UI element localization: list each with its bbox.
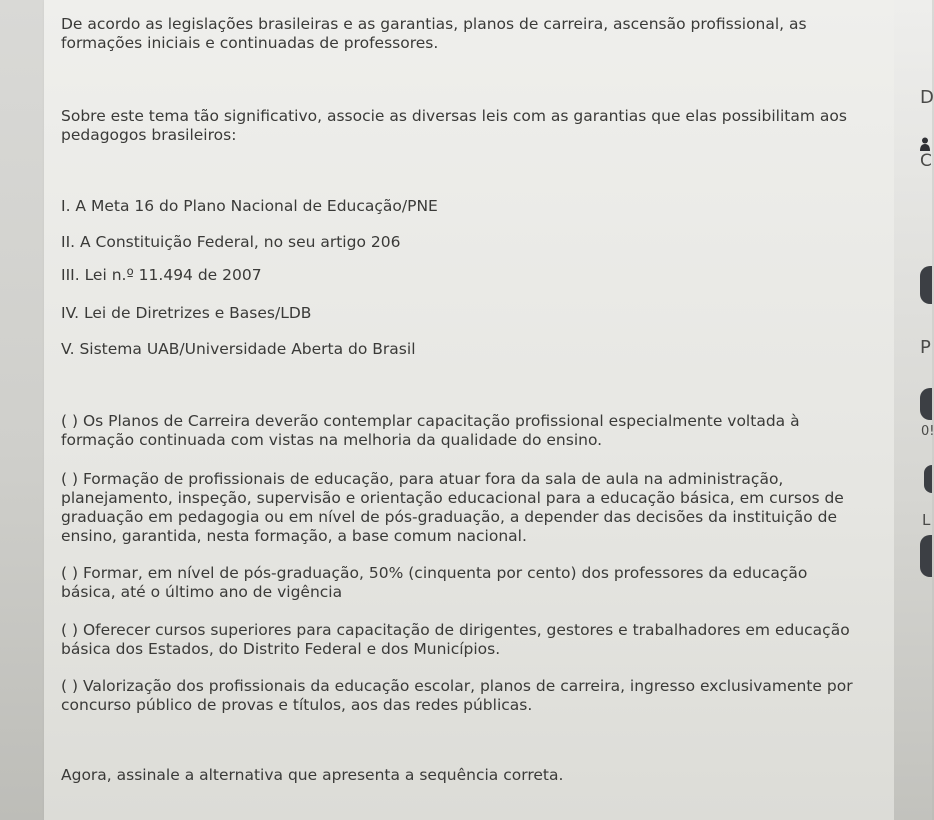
statement-1-line-1: ( ) Os Planos de Carreira deverão contemplar capacitação profissional especialmente voltada à: [61, 412, 800, 430]
law-item-5: V. Sistema UAB/Universidade Aberta do Brasil: [61, 340, 416, 358]
intro-line-2: formações iniciais e continuadas de professores.: [61, 34, 439, 52]
side-fragment-1: D: [920, 87, 934, 108]
intro-line-1: De acordo as legislações brasileiras e as garantias, planos de carreira, ascensão profissional, as: [61, 15, 807, 33]
statement-3-line-1: ( ) Formar, em nível de pós-graduação, 50% (cinquenta por cento) dos professores da educação: [61, 564, 808, 582]
statement-2-line-2: planejamento, inspeção, supervisão e orientação educacional para a educação básica, em cursos de: [61, 489, 844, 507]
statement-5-line-2: concurso público de provas e títulos, aos das redes públicas.: [61, 696, 533, 714]
question-sheet: [44, 0, 894, 820]
side-fragment-4: 0!: [921, 424, 934, 439]
statement-4-line-1: ( ) Oferecer cursos superiores para capacitação de dirigentes, gestores e trabalhadores em educação: [61, 621, 850, 639]
statement-1-line-2: formação continuada com vistas na melhoria da qualidade do ensino.: [61, 431, 603, 449]
statement-2-line-4: ensino, garantida, nesta formação, a base comum nacional.: [61, 527, 527, 545]
side-tab-1: [920, 266, 932, 304]
statement-5-line-1: ( ) Valorização dos profissionais da educação escolar, planos de carreira, ingresso exclusivamente por: [61, 677, 853, 695]
statement-4-line-2: básica dos Estados, do Distrito Federal e dos Municípios.: [61, 640, 501, 658]
side-tab-3: [924, 465, 932, 493]
law-item-1: I. A Meta 16 do Plano Nacional de Educação/PNE: [61, 197, 438, 215]
side-tab-2: [920, 388, 932, 420]
side-fragment-3: P: [920, 337, 931, 358]
statement-2-line-1: ( ) Formação de profissionais de educação, para atuar fora da sala de aula na administração,: [61, 470, 784, 488]
statement-3-line-2: básica, até o último ano de vigência: [61, 583, 343, 601]
side-fragment-5: L: [922, 511, 931, 529]
prompt-line-2: pedagogos brasileiros:: [61, 126, 237, 144]
adjacent-page-edge: [894, 0, 932, 820]
side-tab-4: [920, 535, 932, 577]
law-item-2: II. A Constituição Federal, no seu artigo 206: [61, 233, 401, 251]
prompt-line-1: Sobre este tema tão significativo, associe as diversas leis com as garantias que elas possibilitam aos: [61, 107, 847, 125]
person-icon: [920, 136, 930, 150]
law-item-4: IV. Lei de Diretrizes e Bases/LDB: [61, 304, 312, 322]
statement-2-line-3: graduação em pedagogia ou em nível de pós-graduação, a depender das decisões da instituição de: [61, 508, 838, 526]
law-item-3: III. Lei n.º 11.494 de 2007: [61, 266, 262, 284]
closing-instruction: Agora, assinale a alternativa que apresenta a sequência correta.: [61, 766, 564, 784]
side-fragment-2: C: [920, 151, 932, 171]
